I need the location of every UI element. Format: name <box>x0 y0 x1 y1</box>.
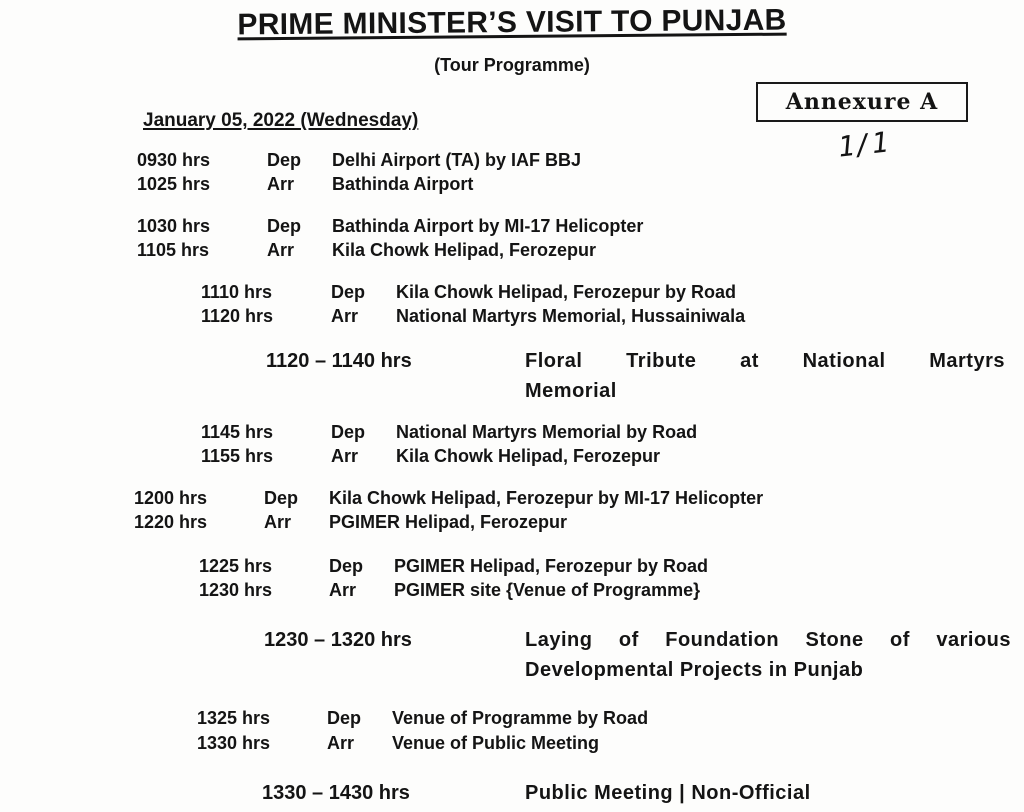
row-mode: Arr <box>267 174 295 194</box>
row-mode: Dep <box>267 216 302 236</box>
row-mode: Arr <box>329 580 357 600</box>
row-time: 1200 hrs <box>134 488 208 508</box>
row-place: Kila Chowk Helipad, Ferozepur by Road <box>396 282 737 302</box>
row-time: 1225 hrs <box>199 556 273 576</box>
row-place: Delhi Airport (TA) by IAF BBJ <box>332 150 581 170</box>
row-place: Kila Chowk Helipad, Ferozepur <box>332 240 597 260</box>
row-time: 1105 hrs <box>137 240 210 260</box>
row-mode: Dep <box>267 150 302 170</box>
row-place: PGIMER Helipad, Ferozepur by Road <box>394 556 709 576</box>
document-title: PRIME MINISTER’S VISIT TO PUNJAB <box>237 3 787 42</box>
event-line: Developmental Projects in Punjab <box>525 659 864 681</box>
page-number-handwritten: 1/1 <box>836 125 891 164</box>
event-time: 1330 – 1430 hrs <box>262 782 410 804</box>
row-time: 1030 hrs <box>137 216 211 236</box>
event-line: Floral Tribute at National Martyrs <box>525 350 1005 372</box>
row-place: Kila Chowk Helipad, Ferozepur by MI-17 Helicopter <box>329 488 764 508</box>
date-heading: January 05, 2022 (Wednesday) <box>143 110 419 131</box>
row-place: National Martyrs Memorial, Hussainiwala <box>396 306 746 326</box>
document-subtitle: (Tour Programme) <box>434 55 590 75</box>
event-time: 1120 – 1140 hrs <box>266 350 412 372</box>
row-time: 1120 hrs <box>201 306 274 326</box>
row-mode: Dep <box>264 488 299 508</box>
row-place: Bathinda Airport by MI-17 Helicopter <box>332 216 644 236</box>
row-mode: Dep <box>329 556 364 576</box>
row-place: Venue of Programme by Road <box>392 708 649 728</box>
row-time: 1325 hrs <box>197 708 271 728</box>
event-line: Laying of Foundation Stone of various <box>525 629 1011 651</box>
row-time: 1025 hrs <box>137 174 211 194</box>
row-place: Kila Chowk Helipad, Ferozepur <box>396 446 661 466</box>
row-place: PGIMER Helipad, Ferozepur <box>329 512 568 532</box>
row-time: 1230 hrs <box>199 580 273 600</box>
row-mode: Arr <box>267 240 295 260</box>
row-place: Venue of Public Meeting <box>392 733 600 753</box>
event-description <box>525 778 1005 808</box>
row-time: 1220 hrs <box>134 512 208 532</box>
row-place: PGIMER site {Venue of Programme} <box>394 580 701 600</box>
row-time: 1155 hrs <box>201 446 274 466</box>
row-mode: Dep <box>331 422 366 442</box>
row-mode: Dep <box>331 282 366 302</box>
row-place: Bathinda Airport <box>332 174 474 194</box>
event-description <box>525 625 1011 685</box>
row-time: 1145 hrs <box>201 422 274 442</box>
row-time: 0930 hrs <box>137 150 211 170</box>
row-mode: Arr <box>331 306 359 326</box>
event-line: Memorial <box>525 380 617 402</box>
row-mode: Arr <box>264 512 292 532</box>
row-mode: Dep <box>327 708 362 728</box>
event-line: Public Meeting | Non-Official <box>525 782 811 804</box>
event-description <box>525 346 1005 406</box>
row-place: National Martyrs Memorial by Road <box>396 422 698 442</box>
event-time: 1230 – 1320 hrs <box>264 629 412 651</box>
annexure-box: Annexure A <box>756 82 968 122</box>
row-time: 1330 hrs <box>197 733 271 753</box>
row-mode: Arr <box>327 733 355 753</box>
row-mode: Arr <box>331 446 359 466</box>
row-time: 1110 hrs <box>201 282 273 302</box>
